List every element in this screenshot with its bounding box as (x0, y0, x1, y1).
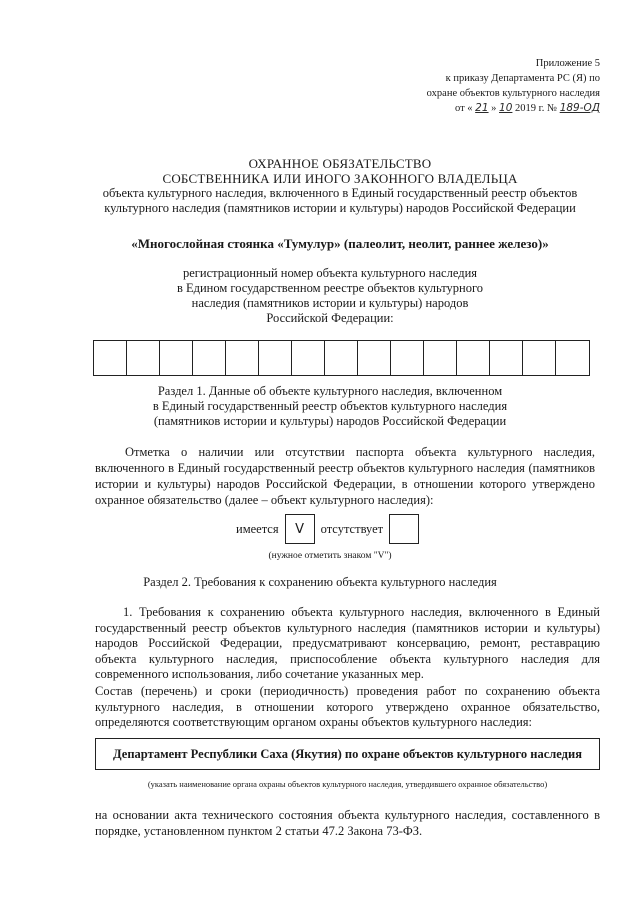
object-name: «Многослойная стоянка «Тумулур» (палеолит, неолит, раннее железо)» (131, 236, 549, 251)
section1-line-2: в Единый государственный реестр объектов культурного наследия (152, 399, 508, 413)
registration-digit-cell[interactable] (292, 341, 325, 375)
title-line-3: объекта культурного наследия, включенного в Единый государственный реестр объектов (102, 186, 578, 200)
authority-field[interactable] (95, 738, 600, 770)
basis-paragraph: на основании акта технического состояния объекта культурного наследия, составленного в порядке, установленном пунктом 2 статьи 47.2 Закона 73-ФЗ. (95, 808, 600, 838)
registration-digit-cell[interactable] (226, 341, 259, 375)
date-mid: » (491, 103, 497, 114)
exists-checkbox[interactable]: V (285, 514, 315, 544)
registration-label (120, 266, 540, 326)
registration-digit-cell[interactable] (193, 341, 226, 375)
appendix-line-2: к приказу Департамента РС (Я) по (445, 73, 600, 84)
exists-label: имеется (236, 521, 279, 536)
section1-line-3: (памятников истории и культуры) народов Российской Федерации (153, 414, 507, 428)
reg-label-line-2: в Едином государственном реестре объектов культурного (176, 281, 484, 295)
appendix-block (400, 56, 600, 116)
registration-digit-cell[interactable] (391, 341, 424, 375)
absent-checkbox[interactable] (389, 514, 419, 544)
requirement-1-paragraph: 1. Требования к сохранению объекта культурного наследия, включенного в Единый государственный реестр объектов культурного наследия (памятников истории и культуры) народов Российской Федерации, предусматривают консервацию, ремонт, реставрацию объекта культурного наследия, приспособление объекта культурного наследия для современного использования, либо сочетание указанных мер. (95, 605, 600, 681)
date-month: 10 (499, 102, 513, 114)
date-prefix: от « (454, 103, 473, 114)
registration-digit-cell[interactable] (160, 341, 193, 375)
title-line-4: культурного наследия (памятников истории и культуры) народов Российской Федерации (104, 201, 576, 215)
passport-mark-paragraph: Отметка о наличии или отсутствии паспорта объекта культурного наследия, включенного в Единый государственный реестр объектов культурного наследия (памятников истории и культуры) народов Российской Федерации, в отношении которого утверждено охранное обязательство (далее – объект культурного наследия): (95, 445, 595, 507)
appendix-line-3: охране объектов культурного наследия (426, 88, 600, 99)
registration-digit-cell[interactable] (424, 341, 457, 375)
date-year: 2019 г. № (515, 103, 558, 114)
registration-digit-cell[interactable] (523, 341, 556, 375)
appendix-line-1: Приложение 5 (535, 58, 600, 69)
registration-digit-cell[interactable] (259, 341, 292, 375)
registration-digit-cell[interactable] (94, 341, 127, 375)
mark-note: (нужное отметить знаком "V") (268, 551, 392, 561)
title-line-1: ОХРАННОЕ ОБЯЗАТЕЛЬСТВО (248, 156, 432, 171)
section-1-heading (120, 384, 540, 429)
date-day: 21 (475, 102, 489, 114)
reg-label-line-1: регистрационный номер объекта культурного наследия (182, 266, 478, 280)
document-title (70, 156, 610, 216)
section1-line-1: Раздел 1. Данные об объекте культурного наследия, включенном (157, 384, 503, 398)
registration-number-grid[interactable] (93, 340, 590, 376)
title-line-2: СОБСТВЕННИКА ИЛИ ИНОГО ЗАКОННОГО ВЛАДЕЛЬЦА (162, 171, 518, 186)
reg-label-line-4: Российской Федерации: (266, 311, 394, 325)
order-number: 189-ОД (559, 102, 600, 114)
registration-digit-cell[interactable] (127, 341, 160, 375)
authority-value: Департамент Республики Саха (Якутия) по охране объектов культурного наследия (113, 746, 582, 761)
absent-label: отсутствует (320, 521, 384, 536)
reg-label-line-3: наследия (памятников истории и культуры) народов (191, 296, 469, 310)
passport-exists-row (230, 514, 419, 544)
composition-paragraph: Состав (перечень) и сроки (периодичность) проведения работ по сохранению объекта культурного наследия, в отношении которого утверждено охранное обязательство, определяются соответствующим органом охраны объектов культурного наследия: (95, 684, 600, 729)
registration-digit-cell[interactable] (490, 341, 523, 375)
section-2-heading: Раздел 2. Требования к сохранению объекта культурного наследия (143, 575, 497, 589)
appendix-date-line (400, 101, 600, 116)
registration-digit-cell[interactable] (325, 341, 358, 375)
authority-note: (указать наименование органа охраны объектов культурного наследия, утвердившего охранное обязательство) (147, 779, 548, 789)
registration-digit-cell[interactable] (358, 341, 391, 375)
registration-digit-cell[interactable] (556, 341, 589, 375)
registration-digit-cell[interactable] (457, 341, 490, 375)
